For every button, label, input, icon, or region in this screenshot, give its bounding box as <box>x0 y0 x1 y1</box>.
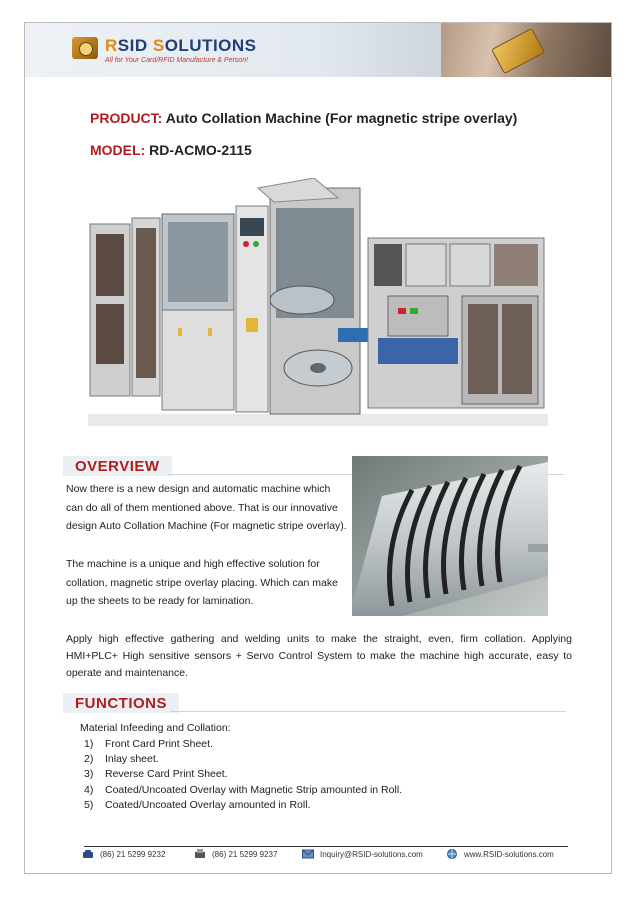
footer <box>82 849 572 863</box>
fax-icon <box>194 849 206 859</box>
footer-phone: (86) 21 5299 9232 <box>82 849 165 859</box>
magnetic-stripe-roll-photo <box>352 456 548 616</box>
list-item: 5) Coated/Uncoated Overlay amounted in Roll. <box>84 798 311 811</box>
functions-heading: FUNCTIONS <box>63 693 179 713</box>
brand-name: RSID SOLUTIONS <box>105 36 257 55</box>
footer-web[interactable]: www.RSID-solutions.com <box>446 849 554 859</box>
footer-rule <box>84 846 568 847</box>
functions-list <box>84 737 402 813</box>
list-item: 3) Reverse Card Print Sheet. <box>84 768 228 781</box>
brand-tagline: All for Your Card/RFID Manufacture & Person! <box>105 57 249 64</box>
footer-email[interactable]: Inquiry@RSID-solutions.com <box>302 849 423 859</box>
logo-icon <box>72 37 98 59</box>
globe-icon <box>446 849 458 859</box>
phone-icon <box>82 849 94 859</box>
overview-para-1: Now there is a new design and automatic machine which can do all of them mentioned above. That is our innovative design Auto Collation Machine (For magnetic stripe overlay). <box>66 483 347 533</box>
functions-intro: Material Infeeding and Collation: <box>80 722 231 734</box>
overview-para-2: The machine is a unique and high effective solution for collation, magnetic stripe overlay placing. Which can make up the sheets to be ready for lamination. <box>66 557 338 608</box>
functions-rule <box>170 711 566 712</box>
list-item: 4) Coated/Uncoated Overlay with Magnetic Strip amounted in Roll. <box>84 783 403 796</box>
footer-fax: (86) 21 5299 9237 <box>194 849 277 859</box>
product-title: PRODUCT: Auto Collation Machine (For magnetic stripe overlay) <box>90 110 518 126</box>
overview-heading: OVERVIEW <box>63 456 172 476</box>
header-banner <box>25 23 611 77</box>
overview-text <box>66 480 348 611</box>
description-paragraph: Apply high effective gathering and welding units to make the straight, even, firm collation. Applying HMI+PLC+ High sensitive sensors + Servo Control System to make the machine high accurate, easy to operate and maintenance. <box>66 633 572 679</box>
list-item: 1) Front Card Print Sheet. <box>84 738 213 750</box>
model-title: MODEL: RD-ACMO-2115 <box>90 142 252 158</box>
mail-icon <box>302 849 314 859</box>
list-item: 2) Inlay sheet. <box>84 753 159 766</box>
machine-photo <box>88 178 548 426</box>
